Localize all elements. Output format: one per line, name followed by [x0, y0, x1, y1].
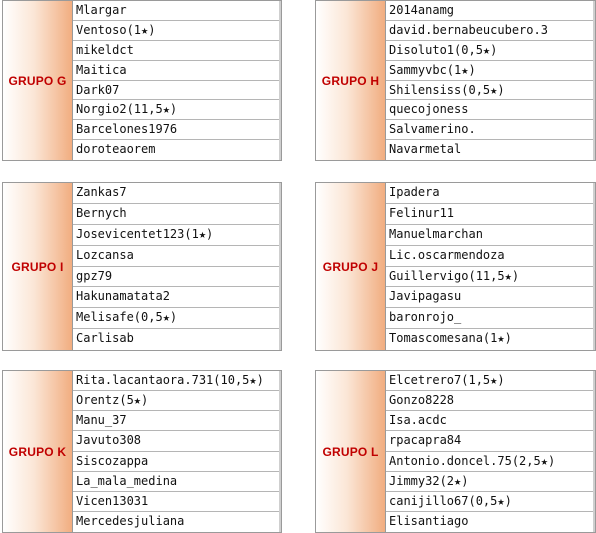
- group-name: GRUPO G: [8, 73, 67, 88]
- player-row: gpz79: [73, 267, 281, 288]
- player-row: canijillo67(0,5★): [386, 492, 595, 512]
- table-right-edge: [279, 183, 281, 350]
- player-row: Lozcansa: [73, 246, 281, 267]
- player-row: Sammyvbc(1★): [386, 61, 595, 81]
- player-row: Tomascomesana(1★): [389, 331, 512, 346]
- player-row: Manuelmarchan: [386, 225, 595, 246]
- player-row: Siscozappa: [73, 452, 281, 472]
- group-name: GRUPO H: [321, 73, 380, 88]
- player-row: doroteaorem: [76, 142, 156, 157]
- player-row: Gonzo8228: [386, 391, 595, 411]
- player-row: Vicen13031: [73, 492, 281, 512]
- group-name: GRUPO K: [8, 444, 67, 459]
- group-label-cell: [316, 183, 386, 350]
- player-row: Javuto308: [73, 431, 281, 451]
- player-row: Hakunamatata2: [73, 287, 281, 308]
- player-row: Isa.acdc: [386, 411, 595, 431]
- table-right-edge: [593, 1, 595, 160]
- player-row: Ventoso(1★): [73, 21, 281, 41]
- table-right-edge: [593, 183, 595, 350]
- player-row: La_mala_medina: [73, 472, 281, 492]
- player-row: baronrojo_: [386, 308, 595, 329]
- group-name: GRUPO L: [322, 444, 379, 459]
- player-row: Manu_37: [73, 411, 281, 431]
- group-label-cell: [3, 183, 73, 350]
- group-table: [2, 370, 282, 533]
- player-row: 2014anamg: [386, 1, 595, 21]
- player-row: Rita.lacantaora.731(10,5★): [73, 371, 281, 391]
- player-row: Jimmy32(2★): [386, 472, 595, 492]
- player-row: Antonio.doncel.75(2,5★): [386, 452, 595, 472]
- player-list: [73, 183, 281, 350]
- group-label-cell: [3, 1, 73, 160]
- player-list: [386, 183, 595, 350]
- group-table: [315, 0, 596, 161]
- player-list: [73, 1, 281, 160]
- player-row: Carlisab: [76, 331, 134, 346]
- player-row: Orentz(5★): [73, 391, 281, 411]
- group-table: [2, 182, 282, 351]
- group-table: [315, 182, 596, 351]
- player-row: Dark07: [73, 81, 281, 101]
- player-row: Zankas7: [73, 183, 281, 204]
- player-row: Josevicentet123(1★): [73, 225, 281, 246]
- group-label-cell: [316, 371, 386, 532]
- player-row: Felinur11: [386, 204, 595, 225]
- player-row: Elisantiago: [389, 513, 469, 528]
- player-row: Bernych: [73, 204, 281, 225]
- player-row: Javipagasu: [386, 287, 595, 308]
- player-row: Elcetrero7(1,5★): [386, 371, 595, 391]
- group-label-cell: [3, 371, 73, 532]
- table-right-edge: [593, 371, 595, 532]
- table-right-edge: [279, 1, 281, 160]
- player-list: [386, 1, 595, 160]
- group-name: GRUPO I: [11, 259, 64, 274]
- player-list: [386, 371, 595, 532]
- player-row: Ipadera: [386, 183, 595, 204]
- player-row: Barcelones1976: [73, 120, 281, 140]
- player-row: Norgio2(11,5★): [73, 100, 281, 120]
- group-name: GRUPO J: [322, 259, 379, 274]
- table-right-edge: [279, 371, 281, 532]
- player-row: Mlargar: [73, 1, 281, 21]
- group-table: [315, 370, 596, 533]
- player-row: rpacapra84: [386, 431, 595, 451]
- player-row: Shilensiss(0,5★): [386, 81, 595, 101]
- player-row: Navarmetal: [389, 142, 462, 157]
- player-row: Disoluto1(0,5★): [386, 41, 595, 61]
- player-row: david.bernabeucubero.3: [386, 21, 595, 41]
- player-row: mikeldct: [73, 41, 281, 61]
- player-list: [73, 371, 281, 532]
- player-row: quecojoness: [386, 100, 595, 120]
- player-row: Maitica: [73, 61, 281, 81]
- player-row: Melisafe(0,5★): [73, 308, 281, 329]
- player-row: Lic.oscarmendoza: [386, 246, 595, 267]
- group-table: [2, 0, 282, 161]
- group-label-cell: [316, 1, 386, 160]
- player-row: Salvamerino.: [386, 120, 595, 140]
- player-row: Mercedesjuliana: [76, 513, 185, 528]
- player-row: Guillervigo(11,5★): [386, 267, 595, 288]
